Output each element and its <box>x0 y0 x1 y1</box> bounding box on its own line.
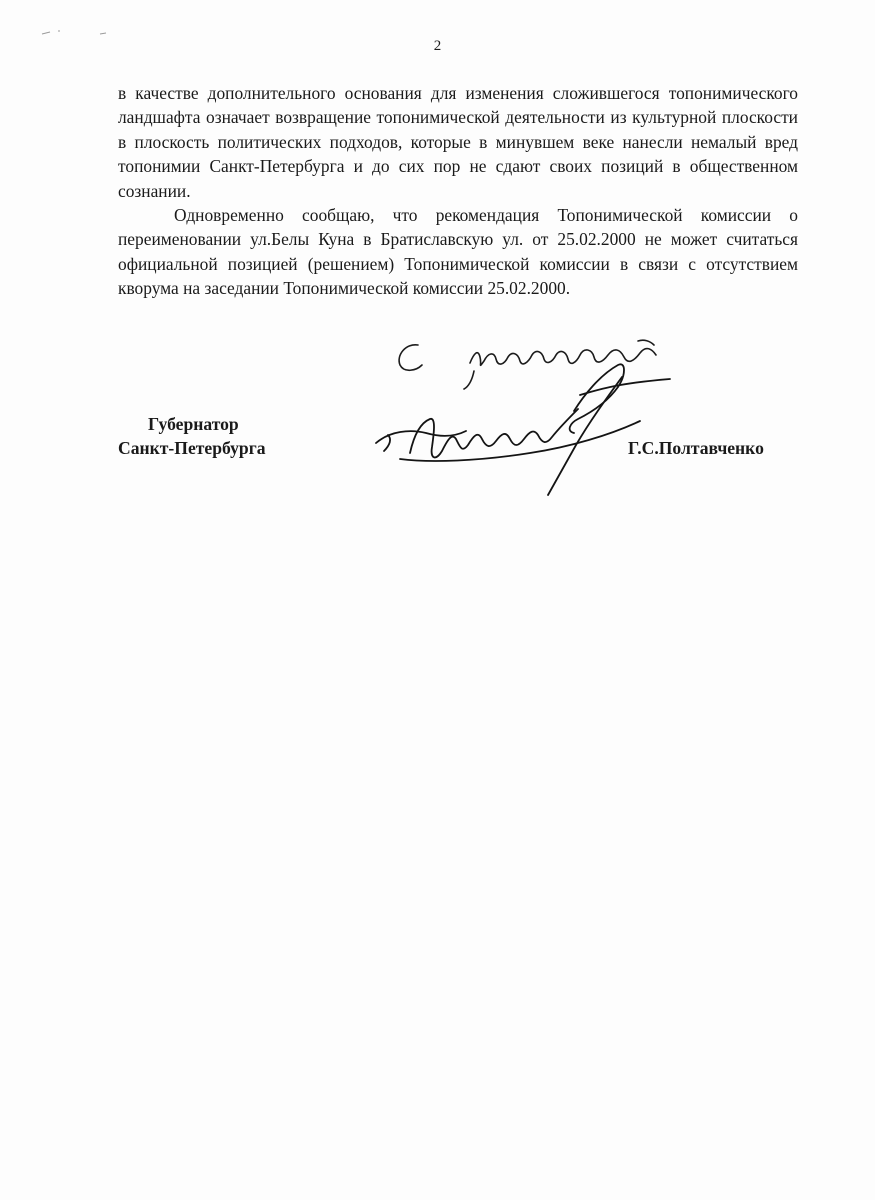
signatory-city: Санкт-Петербурга <box>118 438 266 458</box>
handwritten-signature <box>370 335 680 500</box>
signatory-title <box>118 412 318 460</box>
signatory-name: Г.С.Полтавченко <box>628 438 764 458</box>
page-number: 2 <box>433 38 442 54</box>
paragraph-continuation: в качестве дополнительного основания для изменения сложившегося топонимического ландшафта означает возвращение топонимической деятельности из культурной плоскости в плоскость политических подходов, которые в минувшем веке нанесли немалый вред топонимии Санкт-Петербурга и до сих пор не сдают своих позиций в общественном сознании. <box>118 83 798 201</box>
signatory-position: Губернатор <box>148 414 239 434</box>
scan-artifact <box>40 28 110 38</box>
letter-body <box>118 81 798 301</box>
paragraph-notice: Одновременно сообщаю, что рекомендация Топонимической комиссии о переименовании ул.Белы Куна в Братиславскую ул. от 25.02.2000 не может считаться официальной позицией (решением) Топонимической комиссии в связи с отсутствием кворума на заседании Топонимической комиссии 25.02.2000. <box>118 205 798 299</box>
signature-scribble <box>376 364 670 495</box>
